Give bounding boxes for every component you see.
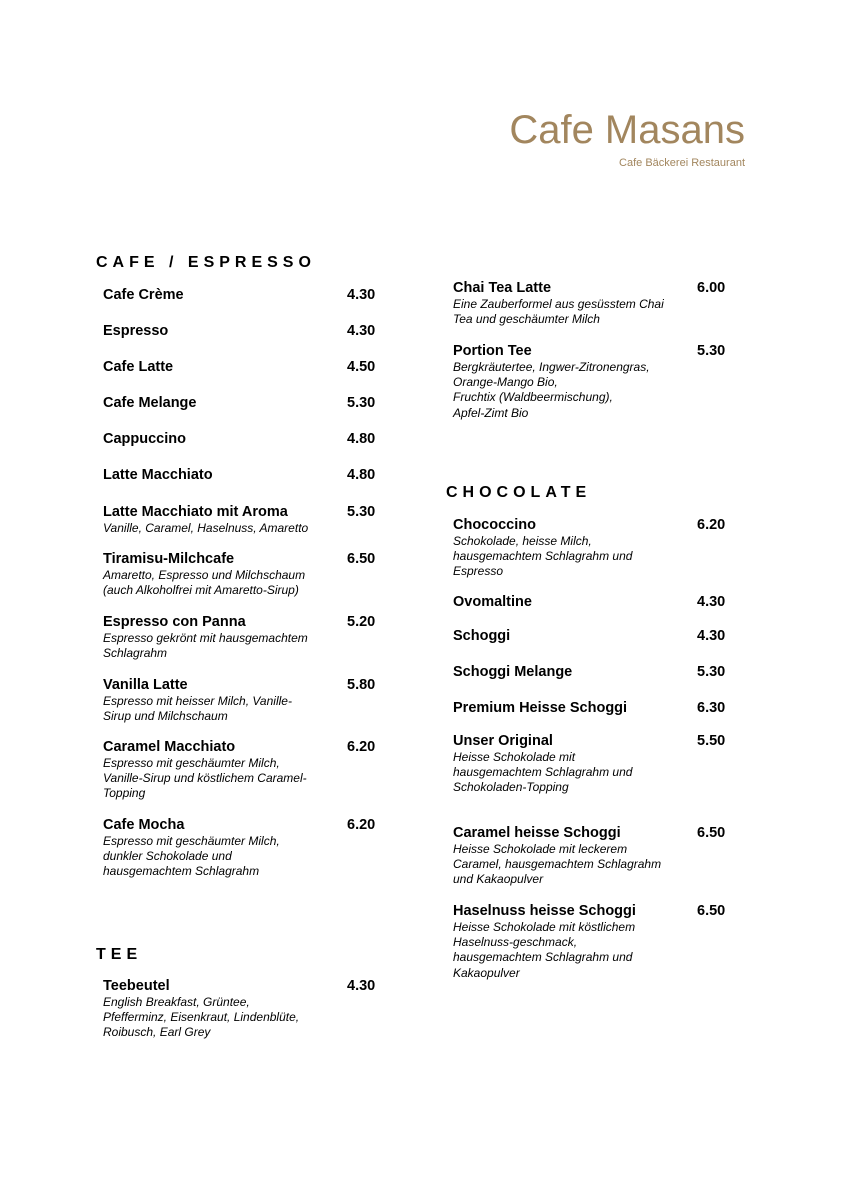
menu-item — [103, 677, 376, 724]
menu-item — [103, 551, 376, 598]
item-name: Cappuccino — [103, 431, 186, 447]
item-price: 5.30 — [697, 343, 726, 359]
menu-item — [103, 614, 376, 661]
menu-item — [103, 817, 376, 880]
menu-item — [103, 467, 376, 484]
brand-name: Cafe Masans — [509, 108, 745, 152]
item-price: 5.20 — [347, 614, 376, 630]
item-price: 6.50 — [697, 825, 726, 841]
menu-item — [453, 343, 726, 421]
item-name: Latte Macchiato — [103, 467, 213, 483]
item-description: Espresso mit geschäumter Milch, dunkler Schokolade und hausgemachtem Schlagrahm — [103, 834, 280, 879]
item-name: Espresso — [103, 323, 169, 339]
item-price: 6.20 — [347, 739, 376, 755]
item-description: Schokolade, heisse Milch, hausgemachtem Schlagrahm und Espresso — [453, 534, 633, 579]
menu-item — [103, 504, 376, 536]
item-price: 6.20 — [697, 517, 726, 533]
menu-item — [453, 280, 726, 327]
item-description: Heisse Schokolade mit köstlichem Haselnuss-geschmack, hausgemachtem Schlagrahm und Kakaopulver — [453, 920, 636, 980]
menu-item — [453, 628, 726, 645]
menu-item — [453, 733, 726, 796]
menu-item — [103, 287, 376, 304]
item-price: 6.00 — [697, 280, 726, 296]
item-price: 6.50 — [697, 903, 726, 919]
item-name: Unser Original — [453, 733, 553, 749]
item-name: Teebeutel — [103, 978, 170, 994]
menu-item — [103, 739, 376, 802]
item-name: Cafe Crème — [103, 287, 184, 303]
item-name: Cafe Latte — [103, 359, 174, 375]
item-name: Schoggi — [453, 628, 511, 644]
item-price: 4.30 — [347, 323, 376, 339]
item-name: Vanilla Latte — [103, 677, 188, 693]
menu-item — [453, 664, 726, 681]
item-price: 4.30 — [697, 594, 726, 610]
menu-item — [103, 359, 376, 376]
item-name: Cafe Mocha — [103, 817, 185, 833]
item-name: Tiramisu-Milchcafe — [103, 551, 235, 567]
item-name: Cafe Melange — [103, 395, 197, 411]
item-name: Portion Tee — [453, 343, 532, 359]
section-title-cafe: CAFE / ESPRESSO — [96, 254, 316, 271]
menu-item — [103, 431, 376, 448]
brand-header — [509, 106, 745, 169]
section-title-tee: TEE — [96, 946, 143, 963]
item-price: 4.80 — [347, 467, 376, 483]
item-name: Chococcino — [453, 517, 536, 533]
item-name: Latte Macchiato mit Aroma — [103, 504, 288, 520]
item-price: 5.30 — [697, 664, 726, 680]
item-price: 5.50 — [697, 733, 726, 749]
item-name: Schoggi Melange — [453, 664, 573, 680]
item-price: 4.30 — [347, 978, 376, 994]
item-price: 6.20 — [347, 817, 376, 833]
item-name: Ovomaltine — [453, 594, 532, 610]
item-description: Heisse Schokolade mit leckerem Caramel, hausgemachtem Schlagrahm und Kakaopulver — [453, 842, 662, 887]
menu-item — [103, 323, 376, 340]
item-description: Espresso mit heisser Milch, Vanille- Sirup und Milchschaum — [103, 694, 292, 724]
item-price: 5.80 — [347, 677, 376, 693]
menu-item — [103, 395, 376, 412]
item-price: 4.30 — [697, 628, 726, 644]
item-name: Caramel Macchiato — [103, 739, 236, 755]
item-description: Eine Zauberformel aus gesüsstem Chai Tea und geschäumter Milch — [453, 297, 664, 327]
item-description: Heisse Schokolade mit hausgemachtem Schlagrahm und Schokoladen-Topping — [453, 750, 633, 795]
item-price: 6.30 — [697, 700, 726, 716]
menu-item — [453, 594, 726, 611]
menu-item — [103, 978, 376, 1041]
item-description: Bergkräutertee, Ingwer-Zitronengras, Orange-Mango Bio, Fruchtix (Waldbeermischung), Apfel-Zimt Bio — [453, 360, 650, 420]
brand-subtitle: Cafe Bäckerei Restaurant — [619, 157, 745, 169]
item-name: Premium Heisse Schoggi — [453, 700, 628, 716]
menu-item — [453, 903, 726, 981]
menu-item — [453, 825, 726, 888]
item-name: Espresso con Panna — [103, 614, 246, 630]
item-description: Vanille, Caramel, Haselnuss, Amaretto — [103, 521, 309, 535]
item-description: Espresso gekrönt mit hausgemachtem Schlagrahm — [103, 631, 308, 661]
item-name: Caramel heisse Schoggi — [453, 825, 621, 841]
section-title-chocolate: CHOCOLATE — [446, 484, 592, 501]
item-price: 6.50 — [347, 551, 376, 567]
item-description: Espresso mit geschäumter Milch, Vanille-Sirup und köstlichem Caramel- Topping — [103, 756, 307, 801]
item-name: Chai Tea Latte — [453, 280, 552, 296]
item-price: 5.30 — [347, 504, 376, 520]
item-price: 4.80 — [347, 431, 376, 447]
item-name: Haselnuss heisse Schoggi — [453, 903, 636, 919]
item-price: 4.30 — [347, 287, 376, 303]
item-description: English Breakfast, Grüntee, Pfefferminz, Eisenkraut, Lindenblüte, Roibusch, Earl Grey — [103, 995, 300, 1040]
item-description: Amaretto, Espresso und Milchschaum (auch Alkoholfrei mit Amaretto-Sirup) — [103, 568, 306, 598]
item-price: 5.30 — [347, 395, 376, 411]
menu-item — [453, 517, 726, 580]
menu-item — [453, 700, 726, 717]
item-price: 4.50 — [347, 359, 376, 375]
